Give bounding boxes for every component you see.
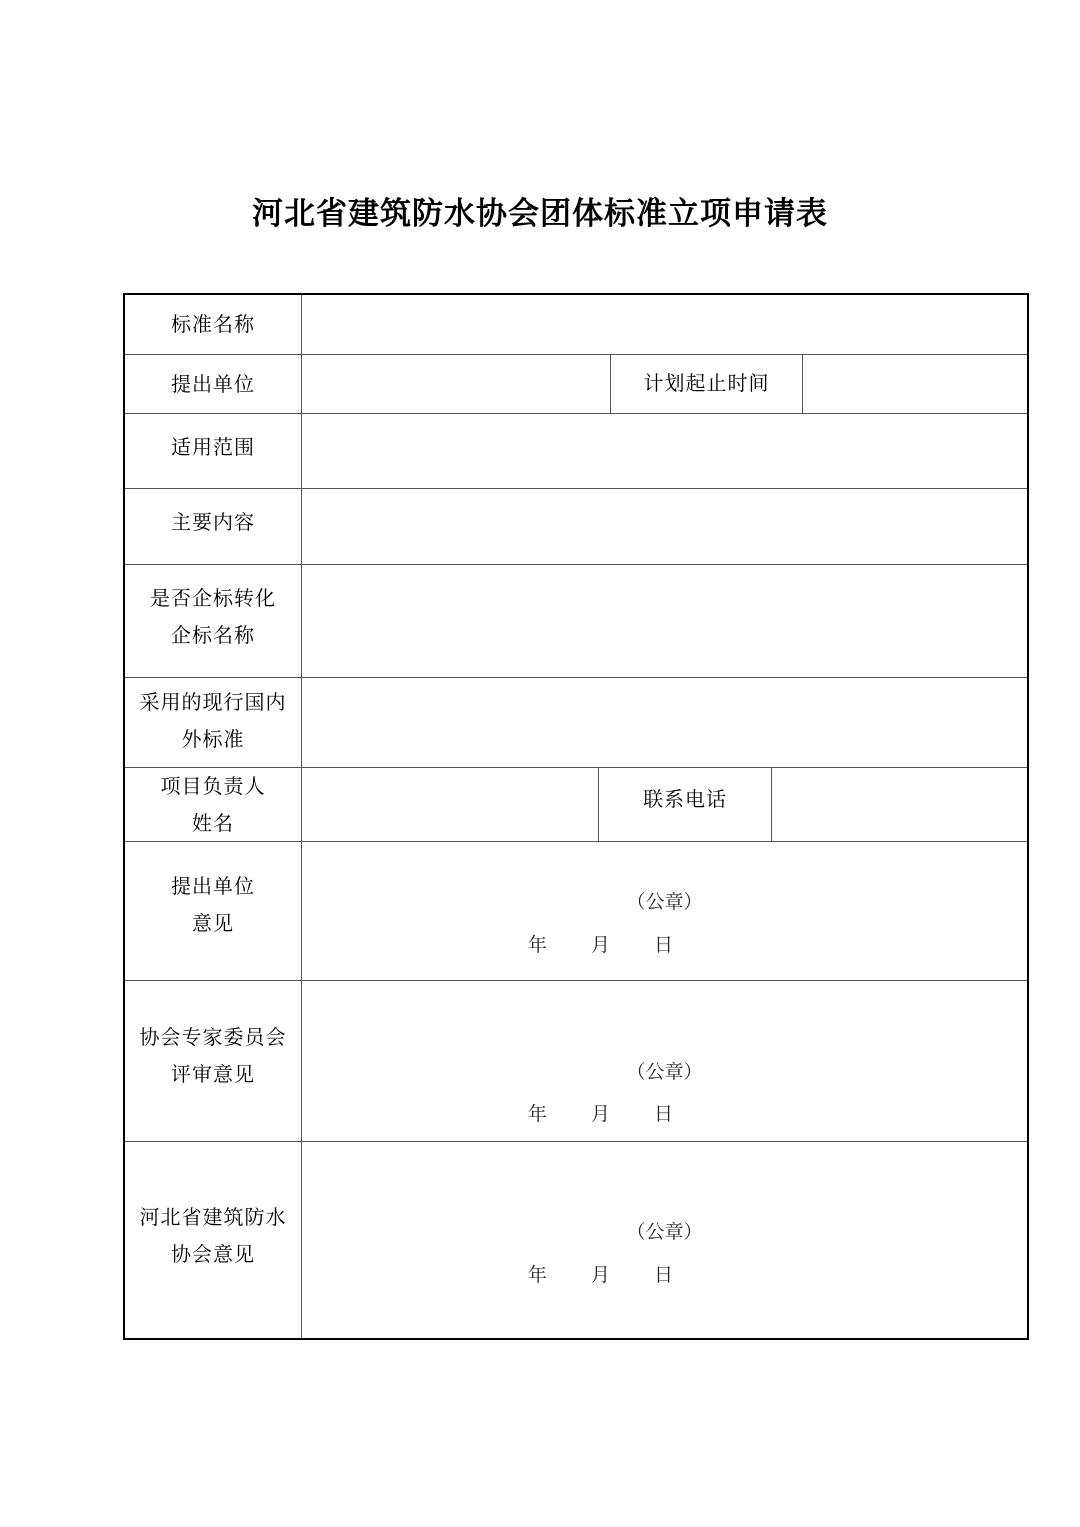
expert-seal-text: （公章） — [626, 1061, 703, 1083]
enterprise-conversion-label — [125, 565, 302, 677]
enterprise-conversion-label-line2: 企标名称 — [171, 623, 255, 647]
leader-label — [125, 768, 302, 841]
enterprise-conversion-label-line1: 是否企标转化 — [150, 586, 276, 610]
expert-opinion-label-line2: 评审意见 — [171, 1062, 255, 1086]
row-association-opinion — [125, 1142, 1027, 1338]
standard-name-field[interactable] — [302, 295, 1027, 354]
application-form-table — [123, 293, 1029, 1340]
row-content — [125, 489, 1027, 565]
scope-label-text: 适用范围 — [171, 435, 255, 459]
leader-label-line2: 姓名 — [192, 811, 234, 835]
adopted-standards-label — [125, 678, 302, 767]
proposer-year: 年 — [527, 934, 547, 956]
row-project-leader — [125, 768, 1027, 842]
expert-opinion-label-line1: 协会专家委员会 — [139, 1025, 287, 1049]
phone-field[interactable] — [772, 768, 1027, 841]
proposer-opinion-field[interactable] — [302, 842, 1027, 981]
association-day: 日 — [654, 1264, 674, 1286]
association-opinion-label — [125, 1142, 302, 1338]
leader-name-field[interactable] — [302, 768, 598, 841]
phone-label — [598, 768, 772, 841]
proposer-month: 月 — [590, 934, 610, 956]
row-expert-opinion — [125, 981, 1027, 1142]
association-month: 月 — [590, 1264, 610, 1286]
plan-time-label — [610, 355, 803, 413]
association-date-line — [238, 1260, 963, 1287]
proposer-opinion-label-line1: 提出单位 — [171, 874, 255, 898]
row-adopted-standards — [125, 678, 1027, 768]
proposer-seal-text: （公章） — [626, 891, 703, 913]
scope-field[interactable] — [302, 414, 1027, 488]
row-proposer — [125, 355, 1027, 414]
standard-name-label — [125, 295, 302, 354]
proposer-date-line — [238, 930, 963, 957]
expert-month: 月 — [590, 1103, 610, 1125]
enterprise-conversion-field[interactable] — [302, 565, 1027, 677]
proposer-opinion-label-line2: 意见 — [192, 911, 234, 935]
scope-label — [125, 414, 302, 488]
association-opinion-label-line1: 河北省建筑防水 — [139, 1205, 287, 1229]
row-standard-name — [125, 295, 1027, 355]
adopted-standards-field[interactable] — [302, 678, 1027, 767]
leader-label-line1: 项目负责人 — [160, 774, 266, 798]
content-field[interactable] — [302, 489, 1027, 564]
proposer-label-text: 提出单位 — [171, 371, 255, 396]
plan-time-field[interactable] — [803, 355, 1027, 413]
content-label — [125, 489, 302, 564]
row-proposer-opinion — [125, 842, 1027, 981]
association-year: 年 — [527, 1264, 547, 1286]
phone-label-text: 联系电话 — [643, 787, 727, 811]
adopted-standards-label-line2: 外标准 — [181, 727, 245, 751]
row-enterprise-conversion — [125, 565, 1027, 678]
association-opinion-label-line2: 协会意见 — [171, 1242, 255, 1266]
expert-opinion-field[interactable] — [302, 981, 1027, 1142]
plan-time-label-text: 计划起止时间 — [643, 371, 770, 395]
expert-day: 日 — [654, 1103, 674, 1125]
standard-name-label-text: 标准名称 — [171, 312, 255, 336]
association-seal-text: （公章） — [626, 1221, 703, 1243]
proposer-label — [125, 355, 302, 413]
page-title: 河北省建筑防水协会团体标准立项申请表 — [252, 196, 828, 232]
expert-date-line — [238, 1099, 963, 1126]
proposer-field[interactable] — [302, 355, 610, 413]
proposer-opinion-label — [125, 842, 302, 980]
expert-year: 年 — [527, 1103, 547, 1125]
row-scope — [125, 414, 1027, 489]
adopted-standards-label-line1: 采用的现行国内 — [139, 690, 287, 714]
proposer-day: 日 — [654, 934, 674, 956]
content-label-text: 主要内容 — [171, 510, 255, 534]
association-opinion-field[interactable] — [302, 1142, 1027, 1338]
